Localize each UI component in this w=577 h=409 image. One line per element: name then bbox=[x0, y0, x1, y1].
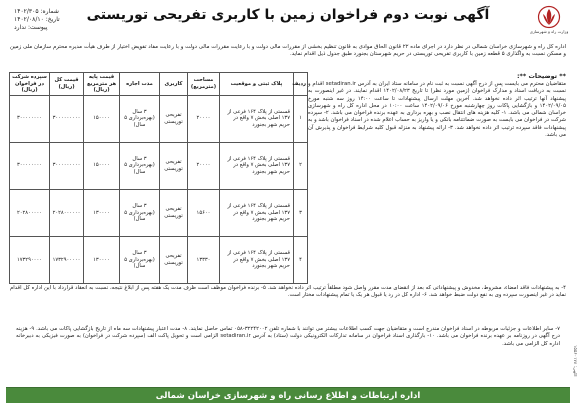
cell-area: ۱۳۳۳۰ bbox=[188, 236, 220, 283]
cell-deposit: ۳۰۰۰۰۰۰۰۰ bbox=[10, 95, 50, 142]
table-row bbox=[10, 95, 308, 142]
cell-period: ۳ سال (بهره‌برداری ۵ سال) bbox=[120, 189, 160, 236]
cell-period: ۳ سال (بهره‌برداری ۵ سال) bbox=[120, 236, 160, 283]
cell-deposit: ۱۷۳۲۹۰۰۰۰ bbox=[10, 236, 50, 283]
cell-location: قسمتی از پلاک ۱۶۴ فرعی از ۱۳۷ اصلی بخش ۷ واقع در حریم شهر بجنورد bbox=[220, 142, 294, 189]
more-conditions-paragraph: ۷- سایر اطلاعات و جزئیات مربوطه در اسناد فراخوان مندرج است و متقاضیان جهت کسب اطلاعات بیشتر می توانند با شماره تلفن ۳۲۲۴۲۰۰۲-۰۵۸ تماس حاصل نمایند. ۸- مدت اعتبار پیشنهادات سه ماه از تاریخ بازگشایی پاکات می باشد. ۹- هزینه درج آگهی در روزنامه بر عهده برنده فراخوان می باشد. ۱۰- بارگذاری اسناد فراخوان در سامانه تدارکات الکترونیکی دولت (ستاد) به آدرس setadiran.ir الزامی است و تحویل پاکت الف (سپرده شرکت در فراخوان) به صورت فیزیکی به دبیرخانه اداره کل الزامی می باشد. bbox=[16, 326, 560, 347]
cell-area: ۲۰۰۰۰ bbox=[188, 95, 220, 142]
cell-location: قسمتی از پلاک ۱۶۴ فرعی از ۱۳۷ اصلی بخش ۷ واقع در حریم شهر بجنورد bbox=[220, 236, 294, 283]
cell-use: تفریحی توریستی bbox=[160, 95, 188, 142]
col-header-rent: قیمت پایه هر مترمربع (ریال) bbox=[84, 73, 120, 96]
col-header-location: پلاک ثبتی و موقعیت bbox=[220, 73, 294, 96]
col-header-use: کاربری bbox=[160, 73, 188, 96]
footer-text: اداره ارتباطات و اطلاع رسانی راه و شهرسازی خراسان شمالی bbox=[155, 390, 421, 401]
notice-header bbox=[6, 4, 570, 44]
table-row bbox=[10, 189, 308, 236]
cell-rent: ۱۳۰۰۰۰ bbox=[84, 236, 120, 283]
cell-row: ۴ bbox=[294, 236, 308, 283]
conditions-paragraph: ۴- به پیشنهادات فاقد امضاء، مشروط، مخدوش و پیشنهاداتی که بعد از انقضای مدت مقرر واصل شود مطلقاً ترتیب اثر داده نخواهد شد. ۵- برنده فراخوان موظف است ظرف مدت یک هفته پس از ابلاغ نتیجه، نسبت به انعقاد قرارداد با این اداره کل اقدام نماید در غیر اینصورت سپرده وی به نفع دولت ضبط خواهد شد. ۶- اداره کل در رد یا قبول هر یک یا تمام پیشنهادات مختار است. bbox=[10, 285, 567, 299]
col-header-deposit: سپرده شرکت در فراخوان (ریال) bbox=[10, 73, 50, 96]
reference-date: تاریخ: ۱۴۰۲/۰۸/۱۰ bbox=[14, 16, 60, 23]
cell-row: ۱ bbox=[294, 95, 308, 142]
notice-title: آگهی نوبت دوم فراخوان زمین با کاربری تفریحی توریستی bbox=[86, 7, 490, 23]
table-header-row bbox=[10, 73, 308, 96]
cell-location: قسمتی از پلاک ۱۶۴ فرعی از ۱۳۷ اصلی بخش ۷ واقع در حریم شهر بجنورد bbox=[220, 189, 294, 236]
cell-row: ۳ bbox=[294, 189, 308, 236]
logo-caption: وزارت راه و شهرسازی bbox=[529, 29, 569, 34]
notice-id: آگهی: ۱۵۵۶۰۱۷۸ bbox=[572, 345, 577, 377]
notes-column bbox=[308, 72, 566, 284]
cell-rent: ۱۳۰۰۰۰ bbox=[84, 189, 120, 236]
cell-row: ۲ bbox=[294, 142, 308, 189]
cell-total: ۳۰۰۰۰۰۰۰۰۰ bbox=[50, 142, 84, 189]
cell-rent: ۱۵۰۰۰۰ bbox=[84, 142, 120, 189]
cell-total: ۳۰۰۰۰۰۰۰۰۰ bbox=[50, 95, 84, 142]
cell-use: تفریحی توریستی bbox=[160, 142, 188, 189]
notes-heading: ** توضیحات **: bbox=[517, 72, 566, 80]
col-header-row: ردیف bbox=[294, 73, 308, 96]
table-row bbox=[10, 142, 308, 189]
reference-attachment: پیوست: ندارد bbox=[14, 24, 48, 31]
cell-deposit: ۲۰۲۸۰۰۰۰۰ bbox=[10, 189, 50, 236]
parcels-table-wrap bbox=[10, 72, 308, 284]
cell-area: ۲۰۰۰۰ bbox=[188, 142, 220, 189]
reference-block bbox=[14, 8, 104, 32]
table-row bbox=[10, 236, 308, 283]
cell-total: ۲۰۲۸۰۰۰۰۰۰ bbox=[50, 189, 84, 236]
parcels-table bbox=[9, 72, 308, 284]
notice-body bbox=[6, 72, 570, 326]
cell-total: ۱۷۳۲۹۰۰۰۰۰ bbox=[50, 236, 84, 283]
cell-deposit: ۳۰۰۰۰۰۰۰۰ bbox=[10, 142, 50, 189]
col-header-area: مساحت (مترمربع) bbox=[188, 73, 220, 96]
footer-band bbox=[6, 387, 570, 403]
reference-number: شماره: ۱۴۰۲/۳۰۵ bbox=[14, 8, 59, 15]
notes-body: متقاضیان محترم می بایست پس از درج آگهی نسبت به ثبت نام در سامانه ستاد ایران به آدرس setadiran.ir اقدام و نسبت به دریافت اسناد و مدارک فراخوان (زمین مورد نظر) تا تاریخ ۱۴۰۲/۰۸/۲۳ اقدام نمایند. در غیر اینصورت به پیشنهاد آنها ترتیب اثر داده نخواهد شد. آخرین مهلت ارسال پیشنهادات تا ساعت ۱۴:۰۰ روز سه شنبه مورخ ۱۴۰۲/۰۹/۰۵ و بازگشایی پاکات روز چهارشنبه مورخ ۱۴۰۲/۰۹/۰۶ ساعت ۱۰:۰۰ در محل اداره کل راه و شهرسازی خراسان شمالی می باشد. ۱- کلیه هزینه های انتقال نصب و بهره برداری به عهده برنده فراخوان می باشد. ۲- سپرده شرکت در فراخوان می بایست به صورت ضمانتنامه بانکی و یا واریز به حساب اعلام شده در اسناد فراخوان باشد و به پیشنهادات فاقد سپرده ترتیب اثر داده نخواهد شد. ۳- ارائه پیشنهاد به منزله قبول کلیه شرایط فراخوان و پذیرش آن می باشد. bbox=[308, 81, 567, 139]
cell-use: تفریحی توریستی bbox=[160, 189, 188, 236]
cell-use: تفریحی توریستی bbox=[160, 236, 188, 283]
cell-rent: ۱۵۰۰۰۰ bbox=[84, 95, 120, 142]
col-header-total: قیمت کل (ریال) bbox=[50, 73, 84, 96]
cell-location: قسمتی از پلاک ۱۶۴ فرعی از ۱۳۷ اصلی بخش ۷ واقع در حریم شهر بجنورد bbox=[220, 95, 294, 142]
cell-area: ۱۵۶۰۰ bbox=[188, 189, 220, 236]
cell-period: ۳ سال (بهره‌برداری ۵ سال) bbox=[120, 95, 160, 142]
intro-paragraph: اداره کل راه و شهرسازی خراسان شمالی در نظر دارد در اجرای ماده ۲۲ قانون الحاق موادی به قانون تنظیم بخشی از مقررات مالی دولت و با رعایت مقررات مالی دولت و با رعایت مفاد تفویض اختیار از طرف هیأت مدیره محترم سازمان ملی زمین و مسکن نسبت به واگذاری ۵ قطعه زمین با کاربری تفریحی توریستی در حریم شهرستان بجنورد طبق جدول ذیل اقدام نماید. bbox=[10, 44, 567, 58]
col-header-period: مدت اجاره bbox=[120, 73, 160, 96]
cell-period: ۳ سال (بهره‌برداری ۵ سال) bbox=[120, 142, 160, 189]
